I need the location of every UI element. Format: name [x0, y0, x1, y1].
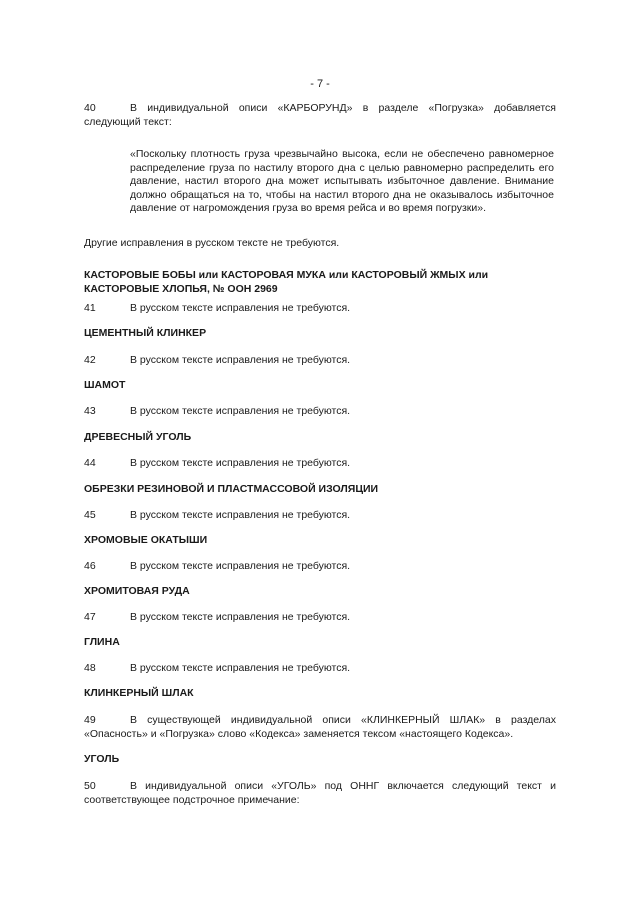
- paragraph-number: 42: [84, 354, 96, 366]
- paragraph-number: 44: [84, 457, 96, 469]
- paragraph-number: 47: [84, 611, 96, 623]
- paragraph-text: В существующей индивидуальной описи «КЛИНКЕРНЫЙ ШЛАК» в разделах «Опасность» и «Погрузка» слово «Кодекса» заменяется тексом «настоящего Кодекса».: [84, 714, 556, 740]
- paragraph-48: [84, 662, 556, 676]
- section-heading: ГЛИНА: [84, 636, 120, 648]
- paragraph-text: В русском тексте исправления не требуются.: [130, 611, 351, 623]
- section-heading: ДРЕВЕСНЫЙ УГОЛЬ: [84, 431, 192, 443]
- other-corrections-note: Другие исправления в русском тексте не требуются.: [84, 237, 340, 249]
- paragraph-text: В индивидуальной описи «КАРБОРУНД» в разделе «Погрузка» добавляется следующий текст:: [84, 102, 556, 128]
- paragraph-text: В русском тексте исправления не требуются.: [130, 302, 351, 314]
- section-heading: ОБРЕЗКИ РЕЗИНОВОЙ И ПЛАСТМАССОВОЙ ИЗОЛЯЦИИ: [84, 483, 379, 495]
- paragraph-text: В русском тексте исправления не требуются.: [130, 354, 351, 366]
- paragraph-number: 49: [84, 714, 96, 726]
- paragraph-40: [84, 102, 556, 129]
- section-heading: ХРОМИТОВАЯ РУДА: [84, 585, 190, 597]
- paragraph-43: [84, 405, 556, 419]
- paragraph-49: [84, 714, 556, 741]
- paragraph-text: В русском тексте исправления не требуются.: [130, 662, 351, 674]
- paragraph-number: 45: [84, 509, 96, 521]
- paragraph-46: [84, 560, 556, 574]
- paragraph-text: В индивидуальной описи «УГОЛЬ» под ОННГ включается следующий текст и соответствующее подстрочное примечание:: [84, 780, 556, 806]
- paragraph-50: [84, 780, 556, 807]
- paragraph-41: [84, 302, 556, 316]
- section-heading: ХРОМОВЫЕ ОКАТЫШИ: [84, 534, 208, 546]
- paragraph-47: [84, 611, 556, 625]
- paragraph-text: В русском тексте исправления не требуются.: [130, 560, 351, 572]
- paragraph-number: 41: [84, 302, 96, 314]
- section-heading: ЦЕМЕНТНЫЙ КЛИНКЕР: [84, 327, 207, 339]
- paragraph-text: В русском тексте исправления не требуются.: [130, 405, 351, 417]
- paragraph-number: 48: [84, 662, 96, 674]
- quoted-text: «Поскольку плотность груза чрезвычайно высока, если не обеспечено равномерное распределение груза по настилу второго дна с целью равномерно распределить его давление, настил второго дна может испытывать избыточное давление. Внимание должно обращаться на то, чтобы на настил второго дна не оказывалось избыточное давление от нагромождения груза во время рейса и во время погрузки».: [130, 148, 554, 214]
- paragraph-number: 46: [84, 560, 96, 572]
- paragraph-42: [84, 354, 556, 368]
- section-heading: УГОЛЬ: [84, 753, 120, 765]
- section-heading: ШАМОТ: [84, 379, 126, 391]
- paragraph-number: 43: [84, 405, 96, 417]
- paragraph-44: [84, 457, 556, 471]
- paragraph-45: [84, 509, 556, 523]
- section-heading: КЛИНКЕРНЫЙ ШЛАК: [84, 687, 194, 699]
- paragraph-number: 50: [84, 780, 96, 792]
- paragraph-number: 40: [84, 102, 96, 114]
- section-heading: КАСТОРОВЫЕ БОБЫ или КАСТОРОВАЯ МУКА или КАСТОРОВЫЙ ЖМЫХ или КАСТОРОВЫЕ ХЛОПЬЯ, № ООН 2969: [84, 269, 489, 295]
- paragraph-text: В русском тексте исправления не требуются.: [130, 457, 351, 469]
- page-number: - 7 -: [310, 78, 330, 90]
- paragraph-text: В русском тексте исправления не требуются.: [130, 509, 351, 521]
